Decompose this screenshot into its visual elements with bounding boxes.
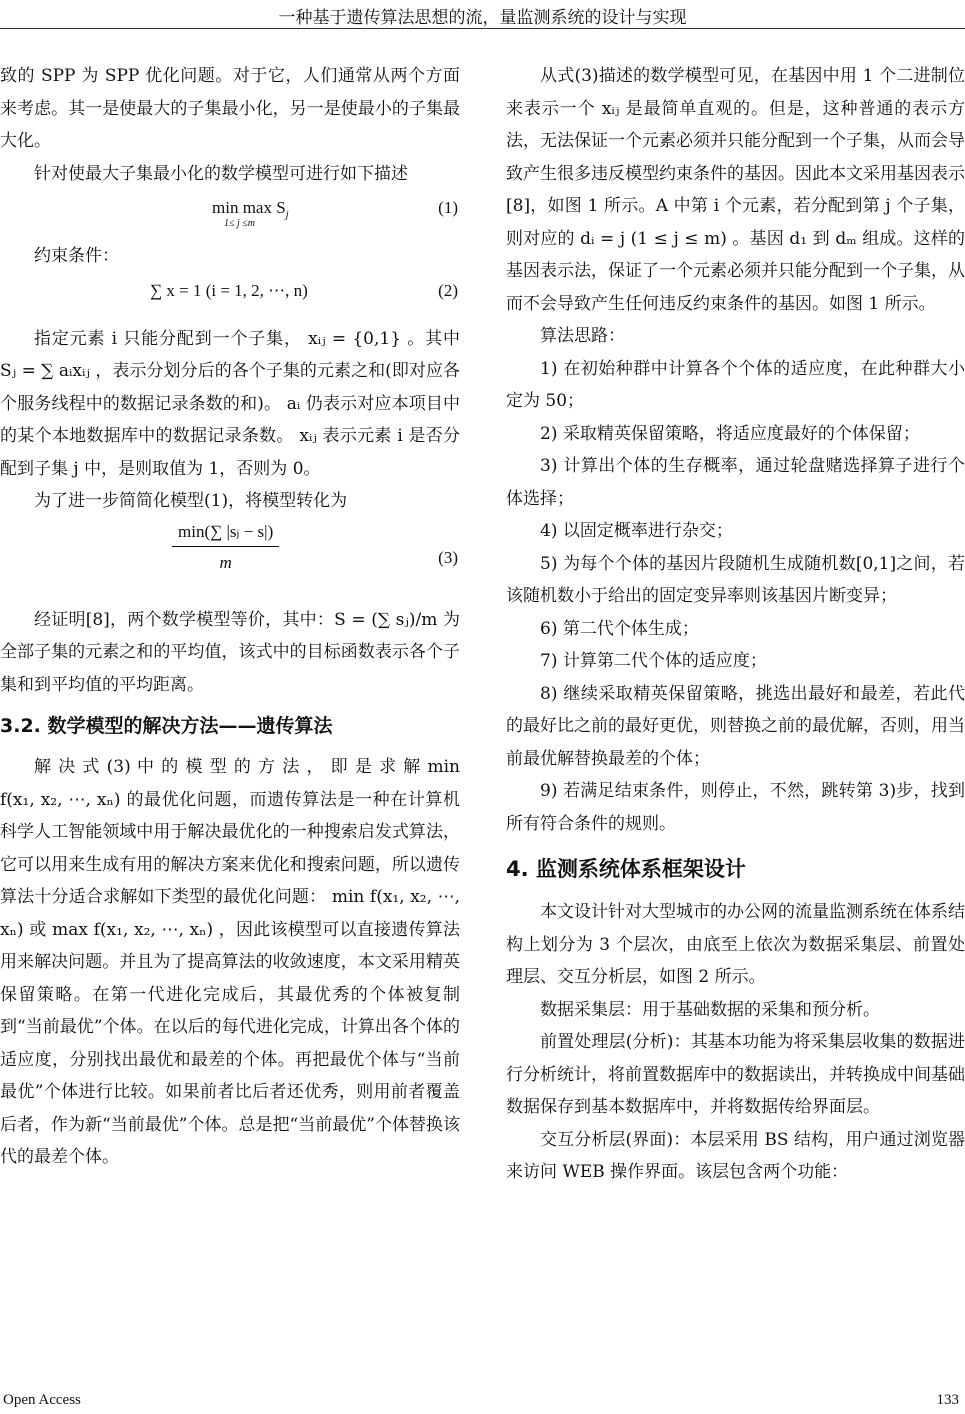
equation-number: (1) [438, 198, 458, 217]
list-item: 5) 为每个个体的基因片段随机生成随机数[0,1]之间，若该随机数小于给出的固定变异率则该基因片断变异； [506, 553, 965, 606]
paragraph: 交互分析层(界面)：本层采用 BS 结构，用户通过浏览器来访问 WEB 操作界面。该层包含两个功能： [506, 1129, 965, 1182]
paragraph: 经证明[8]，两个数学模型等价，其中：S = (∑ sⱼ)/m 为全部子集的元素之和的平均值，该式中的目标函数表示各个子集和到平均值的平均距离。 [0, 609, 460, 695]
equation-body: ∑ x = 1 (i = 1, 2, ⋯, n) [150, 280, 308, 300]
list-item: 8) 继续采取精英保留策略，挑选出最好和最差，若此代的最好比之前的最好更优，则替换之前的最优解，否则，用当前最优解替换最差的个体； [506, 683, 965, 769]
paragraph: 本文设计针对大型城市的办公网的流量监测系统在体系结构上划分为 3 个层次，由底至上依次为数据采集层、前置处理层、交互分析层，如图 2 所示。 [506, 902, 965, 987]
paragraph: 从式(3)描述的数学模型可见，在基因中用 1 个二进制位来表示一个 xᵢⱼ 是最简单直观的。但是，这种普通的表示方法，无法保证一个元素必须并只能分配到一个子集，从而会导致产生很多违反模型约束条件的基因。因此本文采用基因表示[8]，如图 1 所示。A 中第 i 个元素，若分配到第 j 个子集，则对应的 dᵢ = j (1 ≤ j ≤ m) 。基因 d₁ 到 dₘ 组成。这样的基因表示法，保证了一个元素必须并只能分配到一个子集，从而不会导致产生任何违反约束条件的基因。如图 1 所示。 [506, 66, 965, 314]
equation-2 [0, 273, 460, 317]
fraction [172, 522, 279, 573]
section-heading: 3.2. 数学模型的解决方法——遗传算法 [0, 715, 333, 737]
paragraph: 数据采集层：用于基础数据的采集和预分析。 [540, 999, 880, 1020]
equation-number: (3) [438, 547, 458, 567]
equation-number: (2) [438, 280, 458, 300]
paragraph: 约束条件： [34, 246, 119, 266]
equation-subscript: 1≤ j ≤m [224, 218, 255, 229]
list-item: 4) 以固定概率进行杂交； [540, 521, 733, 541]
equation-body: $\min \max S_j$ [212, 198, 289, 221]
paragraph: 为了进一步简简化模型(1)，将模型转化为 [34, 491, 348, 511]
fraction-numerator: min(∑ |sⱼ − s|) [172, 522, 279, 547]
footer-journal: Open Access [3, 1392, 81, 1408]
section-heading: 4. 监测系统体系框架设计 [506, 857, 746, 881]
fraction-denominator: m [219, 552, 232, 572]
list-item: 7) 计算第二代个体的适应度； [540, 651, 767, 671]
page-number: 133 [936, 1392, 959, 1408]
list-item: 2) 采取精英保留策略，将适应度最好的个体保留； [540, 423, 920, 444]
header-rule [0, 28, 965, 29]
list-item: 3) 计算出个体的生存概率，通过轮盘赌选择算子进行个体选择； [506, 456, 965, 509]
right-column [506, 60, 965, 1189]
paragraph: 算法思路： [540, 326, 625, 346]
equation-1 [0, 190, 460, 234]
paragraph: 指定元素 i 只能分配到一个子集， xᵢⱼ = {0,1} 。其中 Sⱼ = ∑ aᵢxᵢⱼ ，表示分划分后的各个子集的元素之和(即对应各个服务线程中的数据记录条数的和)。 aᵢ 仍表示对应本项目中的某个本地数据库中的数据记录条数。 xᵢⱼ 表示元素 i 是否分配到子集 j 中，是则取值为 1，否则为 0。 [0, 328, 460, 479]
paragraph: 针对使最大子集最小化的数学模型可进行如下描述 [34, 163, 408, 184]
paragraph: 致的 SPP 为 SPP 优化问题。对于它，人们通常从两个方面来考虑。其一是使最大的子集最小化，另一是使最小的子集最大化。 [0, 66, 460, 151]
running-header: 一种基于遗传算法思想的流，量监测系统的设计与实现 [278, 8, 687, 28]
paragraph: 前置处理层(分析)：其基本功能为将采集层收集的数据进行分析统计，将前置数据库中的数据读出，并转换成中间基础数据保存到基本数据库中，并将数据传给界面层。 [506, 1032, 965, 1117]
list-item: 6) 第二代个体生成； [540, 618, 699, 639]
list-item: 1) 在初始种群中计算各个个体的适应度，在此种群大小定为 50； [506, 358, 965, 411]
equation-3 [0, 518, 460, 604]
list-item: 9) 若满足结束条件，则停止，不然，跳转第 3)步，找到所有符合条件的规则。 [506, 781, 965, 834]
left-column [0, 60, 460, 1174]
paragraph: 解 决 式 (3) 中 的 模 型 的 方 法 ， 即 是 求 解 min f(x₁, x₂, ⋯, xₙ) 的最优化问题，而遗传算法是一种在计算机科学人工智能领域中用于解决最优化的一种搜索启发式算法，它可以用来生成有用的解决方案来优化和搜索问题，所以遗传算法十分适合求解如下类型的最优化问题： min f(x₁, x₂, ⋯, xₙ) 或 max f(x₁, x₂, ⋯, xₙ) ，因此该模型可以直接遗传算法用来解决问题。并且为了提高算法的收敛速度，本文采用精英保留策略。在第一代进化完成后，其最优秀的个体被复制到“当前最优”个体。在以后的每代进化完成，计算出各个体的适应度，分别找出最优和最差的个体。再把最优个体与“当前最优”个体进行比较。如果前者比后者还优秀，则用前者覆盖后者，作为新“当前最优”个体。总是把“当前最优”个体替换该代的最差个体。 [0, 757, 460, 1167]
